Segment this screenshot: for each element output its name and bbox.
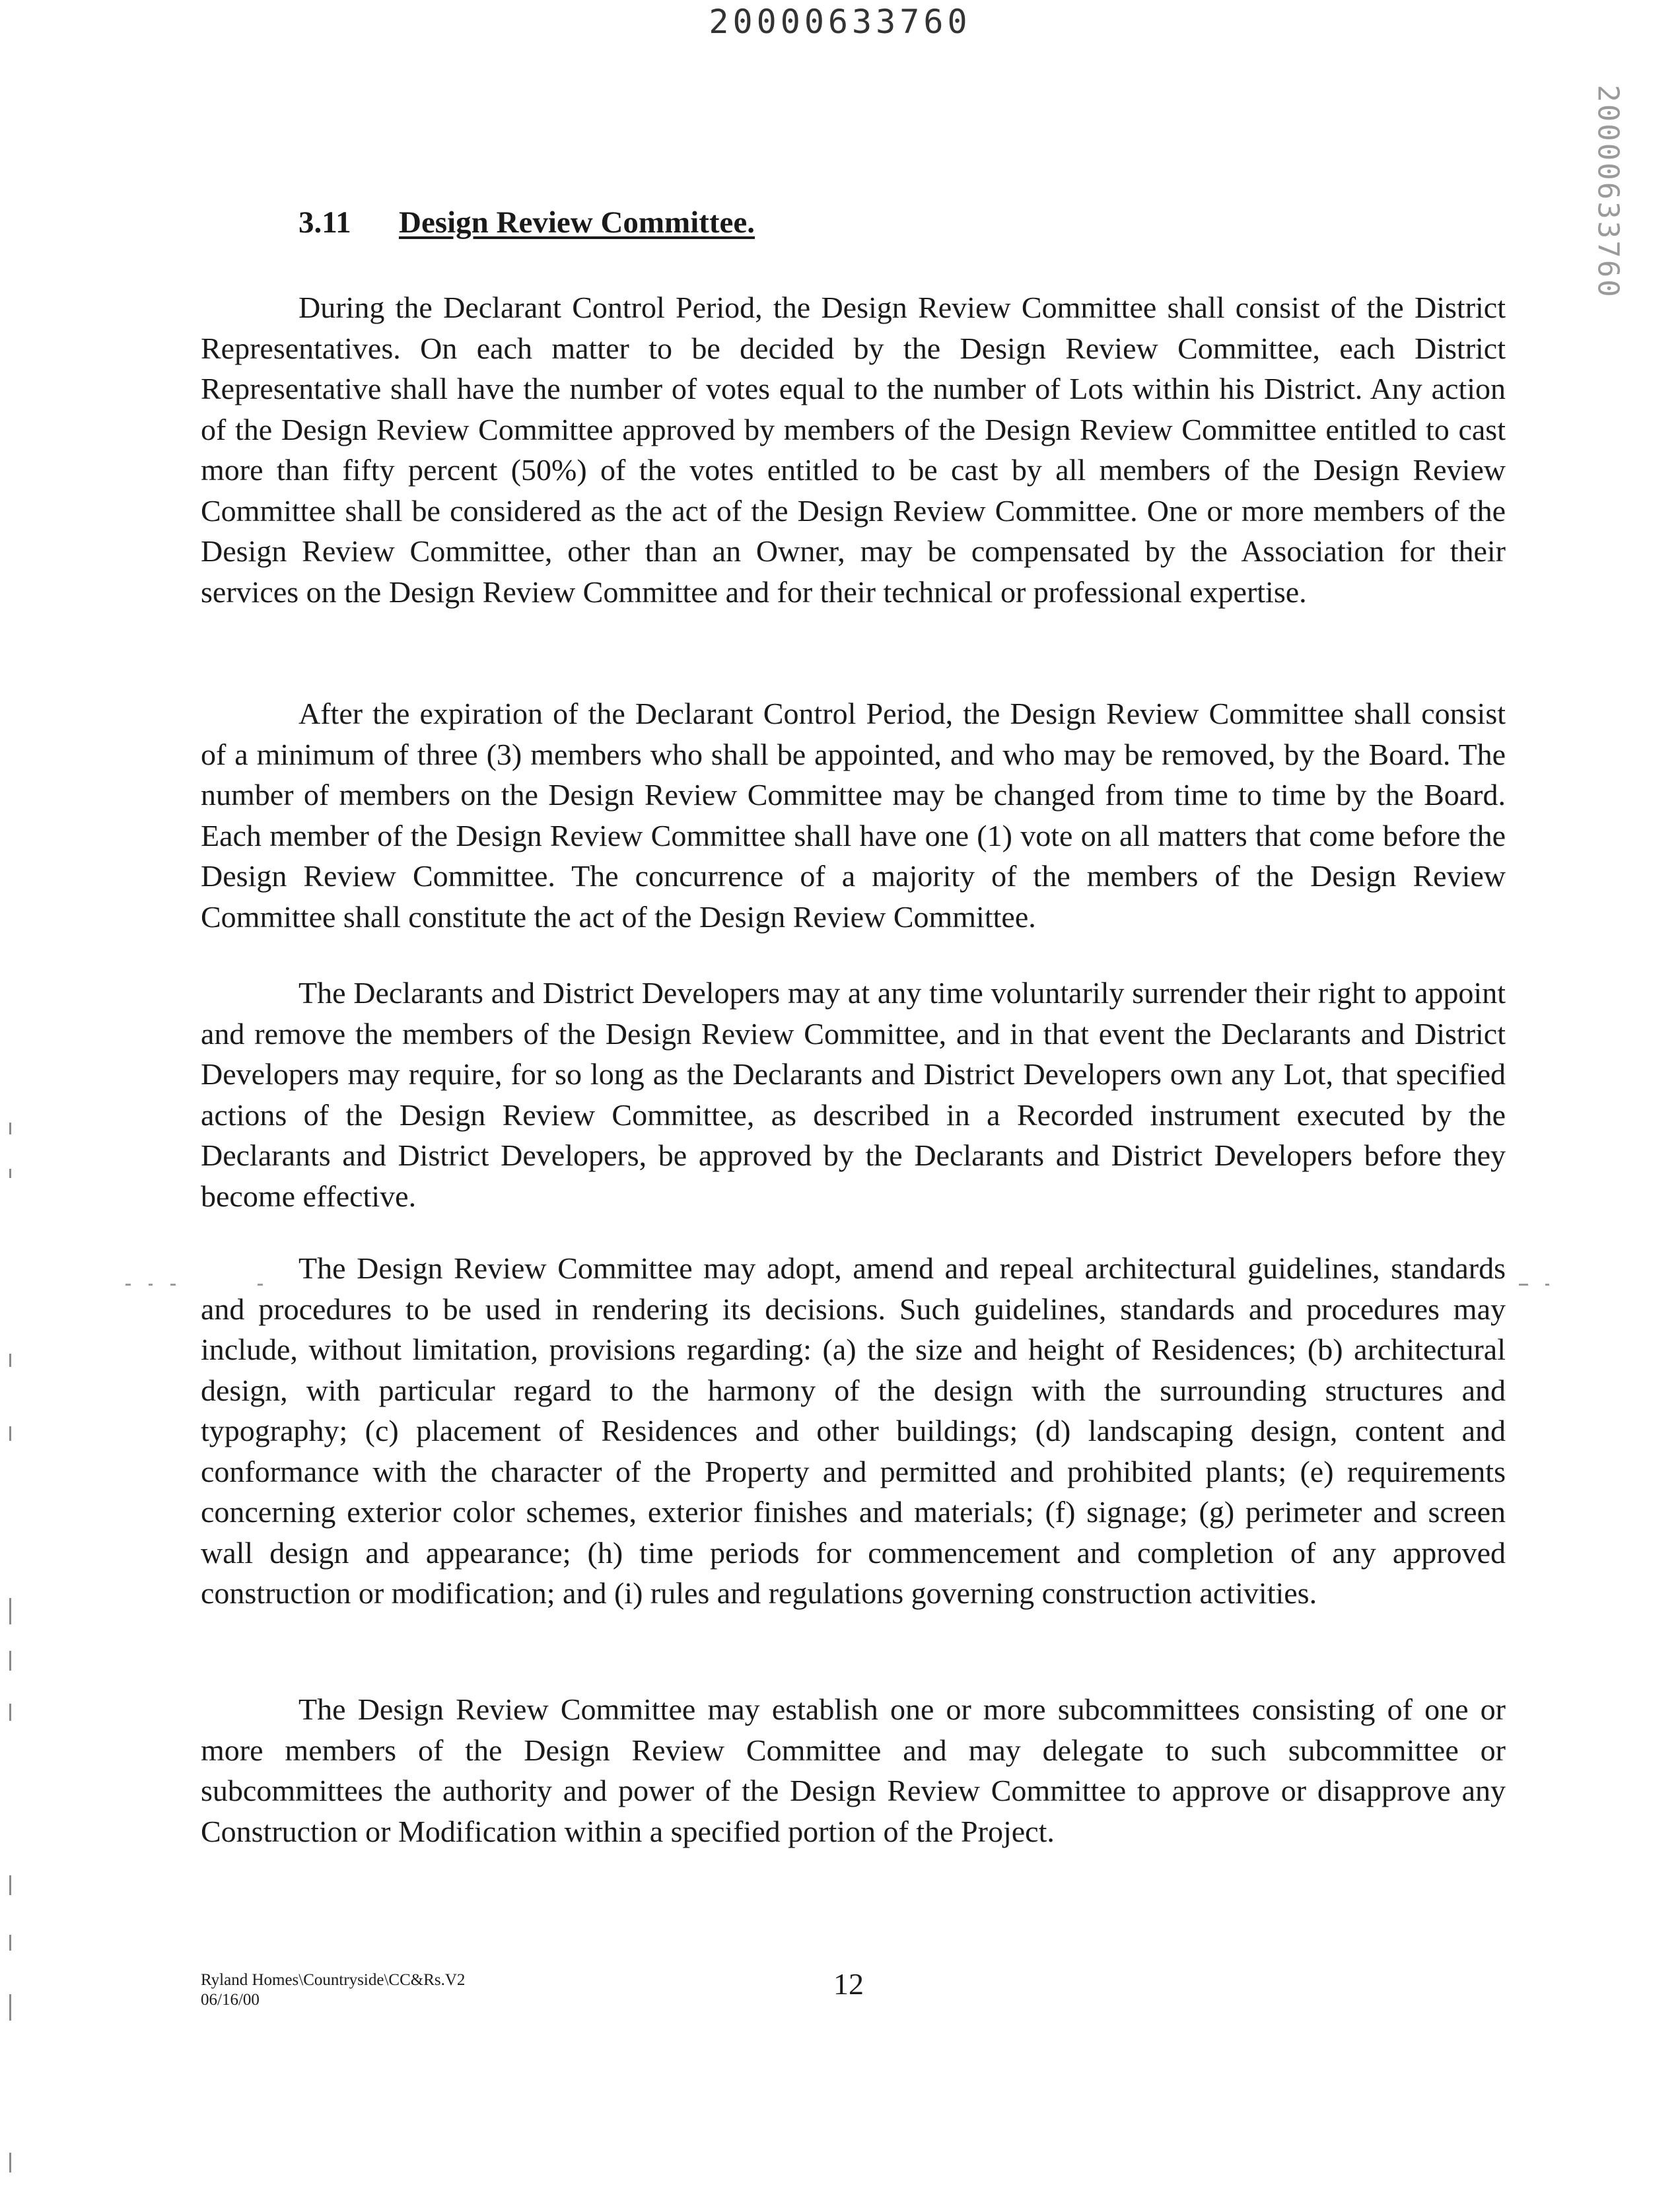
scan-artifact — [9, 1935, 11, 1951]
paragraph-control-period: During the Declarant Control Period, the Design Review Committee shall consist of the District Representatives. On each matter to be decided by the Design Review Committee, each District Representative shall have the number of votes equal to the number of Lots within his District. Any action of the Design Review Committee approved by members of the Design Review Committee entitled to cast more than fifty percent (50%) of the votes entitled to be cast by all members of the Design Review Committee shall be considered as the act of the Design Review Committee. One or more members of the Design Review Committee, other than an Owner, may be compensated by the Association for their services on the Design Review Committee and for their technical or professional expertise. — [201, 291, 1506, 609]
scan-artifact — [9, 1169, 11, 1178]
paragraph-after-control-period: After the expiration of the Declarant Control Period, the Design Review Committee shall consist of a minimum of three (3) members who shall be appointed, and who may be removed, by the Board. The number of members on the Design Review Committee may be changed from time to time by the Board. Each member of the Design Review Committee shall have one (1) vote on all matters that come before the Design Review Committee. The concurrence of a majority of the members of the Design Review Committee shall constitute the act of the Design Review Committee. — [201, 697, 1506, 934]
footer-file-info — [201, 1970, 465, 2010]
scan-artifact — [9, 1598, 11, 1624]
footer-file-path: Ryland Homes\Countryside\CC&Rs.V2 — [201, 1971, 466, 1989]
scan-artifact — [125, 1284, 131, 1286]
scan-artifact — [9, 1651, 11, 1671]
scan-artifact — [1519, 1284, 1528, 1286]
paragraph-guidelines: The Design Review Committee may adopt, amend and repeal architectural guidelines, standards and procedures to be used in rendering its decisions. Such guidelines, standards and procedures may include, without limitation, provisions regarding: (a) the size and height of Residences; (b) architectural design, with particular regard to the harmony of the design with the surrounding structures and typography; (c) placement of Residences and other buildings; (d) landscaping design, content and conformance with the character of the Property and permitted and prohibited plants; (e) requirements concerning exterior color schemes, exterior finishes and materials; (f) signage; (g) perimeter and screen wall design and appearance; (h) time periods for commencement and completion of any approved construction or modification; and (i) rules and regulations governing construction activities. — [201, 1251, 1506, 1610]
scan-artifact — [9, 1704, 11, 1721]
scan-artifact — [9, 1354, 11, 1367]
scan-artifact — [1545, 1284, 1549, 1286]
scan-artifact — [258, 1284, 263, 1286]
section-title: Design Review Committee. — [399, 205, 755, 240]
document-number: 20000633760 — [709, 3, 971, 41]
scan-artifact — [9, 1123, 11, 1134]
scan-artifact — [9, 1994, 11, 2021]
section-number: 3.11 — [298, 205, 351, 240]
paragraph-surrender-right: The Declarants and District Developers may at any time voluntarily surrender their right to appoint and remove the members of the Design Review Committee, and in that event the Declarants and District Developers may require, for so long as the Declarants and District Developers own any Lot, that specified actions of the Design Review Committee, as described in a Recorded instrument executed by the Declarants and District Developers, be approved by the Declarants and District Developers before they become effective. — [201, 976, 1506, 1213]
scan-artifact — [149, 1284, 153, 1286]
footer-date: 06/16/00 — [201, 1991, 260, 2009]
side-stamp-text: 20000633760 — [1591, 84, 1625, 299]
page-number: 12 — [833, 1967, 864, 2001]
scan-artifact — [9, 2153, 11, 2172]
scan-artifact — [9, 1426, 11, 1441]
scan-artifact — [9, 1875, 11, 1895]
scan-artifact — [170, 1284, 176, 1286]
side-stamp — [1585, 79, 1631, 304]
section-heading — [298, 205, 755, 240]
paragraph-subcommittees: The Design Review Committee may establish one or more subcommittees consisting of one or more members of the Design Review Committee and may delegate to such subcommittee or subcommittees the authority and power of the Design Review Committee to approve or disapprove any Construction or Modification within a specified portion of the Project. — [201, 1692, 1506, 1848]
